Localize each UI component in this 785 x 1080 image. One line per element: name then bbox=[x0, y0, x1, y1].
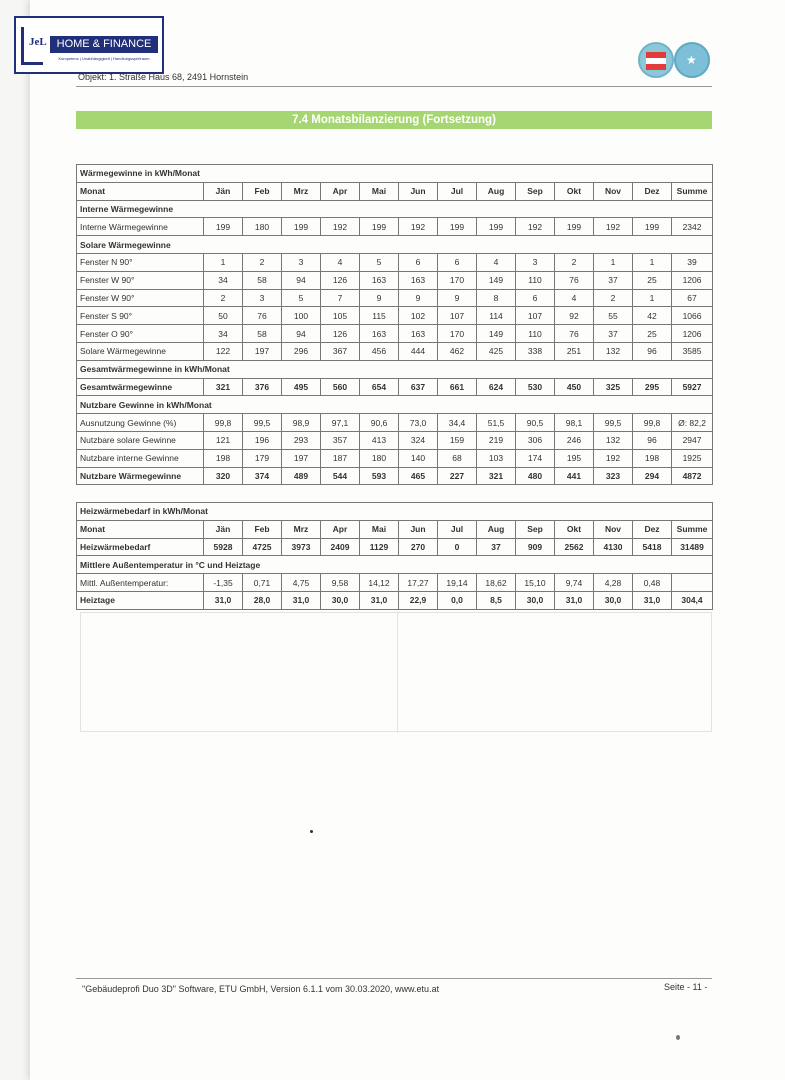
value-cell: 2562 bbox=[555, 538, 594, 556]
table-row bbox=[77, 378, 713, 396]
logo-banner: HOME & FINANCE bbox=[50, 36, 158, 53]
month-header-cell: Aug bbox=[477, 182, 516, 200]
row-label: Fenster N 90° bbox=[77, 253, 204, 271]
value-cell: 909 bbox=[516, 538, 555, 556]
month-header-cell: Sep bbox=[516, 520, 555, 538]
table-row bbox=[77, 342, 713, 360]
value-cell: 73,0 bbox=[399, 414, 438, 432]
value-cell: 3973 bbox=[282, 538, 321, 556]
value-cell: 0,0 bbox=[438, 591, 477, 609]
value-cell: 31,0 bbox=[360, 591, 399, 609]
value-cell: 76 bbox=[243, 307, 282, 325]
value-cell: 374 bbox=[243, 467, 282, 485]
value-cell: 31,0 bbox=[633, 591, 672, 609]
month-header-cell: Mai bbox=[360, 182, 399, 200]
value-cell: 8 bbox=[477, 289, 516, 307]
value-cell: 198 bbox=[633, 449, 672, 467]
value-cell: 321 bbox=[477, 467, 516, 485]
value-cell: 126 bbox=[321, 271, 360, 289]
value-cell: 102 bbox=[399, 307, 438, 325]
month-header-cell: Jän bbox=[204, 182, 243, 200]
value-cell: 163 bbox=[360, 325, 399, 343]
value-cell: 425 bbox=[477, 342, 516, 360]
month-header-cell: Feb bbox=[243, 182, 282, 200]
value-cell: 94 bbox=[282, 271, 321, 289]
value-cell: 199 bbox=[633, 218, 672, 236]
value-cell: 25 bbox=[633, 325, 672, 343]
row-label: Nutzbare solare Gewinne bbox=[77, 431, 204, 449]
section-heading: Gesamtwärmegewinne in kWh/Monat bbox=[77, 360, 713, 378]
value-cell: 367 bbox=[321, 342, 360, 360]
value-cell: 6 bbox=[399, 253, 438, 271]
section-heading-row bbox=[77, 200, 713, 218]
eu-stars-badge-icon: ★ bbox=[674, 42, 710, 78]
value-cell: 98,1 bbox=[555, 414, 594, 432]
value-cell: 94 bbox=[282, 325, 321, 343]
value-cell: 0 bbox=[438, 538, 477, 556]
table-row bbox=[77, 449, 713, 467]
section-heading-row bbox=[77, 236, 713, 254]
value-cell: 1129 bbox=[360, 538, 399, 556]
value-cell: 2409 bbox=[321, 538, 360, 556]
value-cell: 55 bbox=[594, 307, 633, 325]
value-cell: 2 bbox=[243, 253, 282, 271]
value-cell: 227 bbox=[438, 467, 477, 485]
table-row bbox=[77, 591, 713, 609]
row-label: Heiztage bbox=[77, 591, 204, 609]
header-rule bbox=[76, 86, 712, 87]
value-cell: 30,0 bbox=[516, 591, 555, 609]
value-cell: 121 bbox=[204, 431, 243, 449]
heat-gains-table bbox=[76, 164, 713, 485]
scan-speck bbox=[676, 1035, 680, 1040]
row-label: Fenster S 90° bbox=[77, 307, 204, 325]
value-cell: 132 bbox=[594, 431, 633, 449]
row-label: Fenster O 90° bbox=[77, 325, 204, 343]
row-label: Gesamtwärmegewinne bbox=[77, 378, 204, 396]
value-cell: 31,0 bbox=[555, 591, 594, 609]
value-cell: 661 bbox=[438, 378, 477, 396]
value-cell: 293 bbox=[282, 431, 321, 449]
value-cell: 1 bbox=[594, 253, 633, 271]
value-cell: 544 bbox=[321, 467, 360, 485]
value-cell: 9 bbox=[360, 289, 399, 307]
value-cell: 199 bbox=[555, 218, 594, 236]
sum-cell: 304,4 bbox=[672, 591, 713, 609]
value-cell: 637 bbox=[399, 378, 438, 396]
value-cell: 140 bbox=[399, 449, 438, 467]
section-title-bar: 7.4 Monatsbilanzierung (Fortsetzung) bbox=[76, 111, 712, 129]
object-address: Objekt: 1. Straße Haus 68, 2491 Hornstein bbox=[78, 72, 249, 82]
value-cell: 17,27 bbox=[399, 574, 438, 592]
month-header-cell: Nov bbox=[594, 520, 633, 538]
value-cell: 192 bbox=[321, 218, 360, 236]
table-row bbox=[77, 431, 713, 449]
sum-cell: 1206 bbox=[672, 325, 713, 343]
value-cell: 270 bbox=[399, 538, 438, 556]
value-cell: 50 bbox=[204, 307, 243, 325]
value-cell: 97,1 bbox=[321, 414, 360, 432]
value-cell: 170 bbox=[438, 325, 477, 343]
value-cell: 338 bbox=[516, 342, 555, 360]
row-label: Fenster W 90° bbox=[77, 289, 204, 307]
value-cell: 530 bbox=[516, 378, 555, 396]
month-header-cell: Mai bbox=[360, 520, 399, 538]
value-cell: 163 bbox=[399, 325, 438, 343]
month-header-cell: Mrz bbox=[282, 182, 321, 200]
value-cell: 76 bbox=[555, 325, 594, 343]
value-cell: 357 bbox=[321, 431, 360, 449]
value-cell: 4 bbox=[555, 289, 594, 307]
value-cell: 295 bbox=[633, 378, 672, 396]
month-header-cell: Apr bbox=[321, 520, 360, 538]
month-header-cell: Jun bbox=[399, 182, 438, 200]
show-through-area bbox=[80, 612, 712, 732]
value-cell: 199 bbox=[477, 218, 516, 236]
value-cell: 251 bbox=[555, 342, 594, 360]
value-cell: 30,0 bbox=[594, 591, 633, 609]
month-header-cell: Okt bbox=[555, 520, 594, 538]
value-cell: 8,5 bbox=[477, 591, 516, 609]
sum-cell: 5927 bbox=[672, 378, 713, 396]
value-cell: 197 bbox=[243, 342, 282, 360]
table-row bbox=[77, 271, 713, 289]
value-cell: 110 bbox=[516, 271, 555, 289]
value-cell: 15,10 bbox=[516, 574, 555, 592]
row-label: Nutzbare Wärmegewinne bbox=[77, 467, 204, 485]
value-cell: 107 bbox=[438, 307, 477, 325]
value-cell: 149 bbox=[477, 325, 516, 343]
section-heading-row bbox=[77, 556, 713, 574]
value-cell: 25 bbox=[633, 271, 672, 289]
value-cell: 99,5 bbox=[243, 414, 282, 432]
value-cell: 4130 bbox=[594, 538, 633, 556]
value-cell: 441 bbox=[555, 467, 594, 485]
value-cell: 4,75 bbox=[282, 574, 321, 592]
sum-header-cell: Summe bbox=[672, 520, 713, 538]
value-cell: 180 bbox=[243, 218, 282, 236]
value-cell: 5418 bbox=[633, 538, 672, 556]
value-cell: 149 bbox=[477, 271, 516, 289]
value-cell: 100 bbox=[282, 307, 321, 325]
table-title-row bbox=[77, 165, 713, 183]
value-cell: 444 bbox=[399, 342, 438, 360]
row-label: Solare Wärmegewinne bbox=[77, 342, 204, 360]
sum-cell: 3585 bbox=[672, 342, 713, 360]
table-row bbox=[77, 289, 713, 307]
value-cell: 126 bbox=[321, 325, 360, 343]
value-cell: 90,5 bbox=[516, 414, 555, 432]
value-cell: 4,28 bbox=[594, 574, 633, 592]
value-cell: 170 bbox=[438, 271, 477, 289]
table-row bbox=[77, 307, 713, 325]
value-cell: 115 bbox=[360, 307, 399, 325]
table-row bbox=[77, 467, 713, 485]
value-cell: 9,58 bbox=[321, 574, 360, 592]
month-header-cell: Jul bbox=[438, 520, 477, 538]
value-cell: 159 bbox=[438, 431, 477, 449]
value-cell: 0,71 bbox=[243, 574, 282, 592]
value-cell: 219 bbox=[477, 431, 516, 449]
value-cell: 28,0 bbox=[243, 591, 282, 609]
value-cell: 92 bbox=[555, 307, 594, 325]
month-header-cell: Dez bbox=[633, 520, 672, 538]
value-cell: 324 bbox=[399, 431, 438, 449]
value-cell: -1,35 bbox=[204, 574, 243, 592]
value-cell: 560 bbox=[321, 378, 360, 396]
sum-cell: 39 bbox=[672, 253, 713, 271]
value-cell: 132 bbox=[594, 342, 633, 360]
value-cell: 6 bbox=[516, 289, 555, 307]
logo-tagline: Kompetenz | Unabhängigkeit | Handlungsspielraum bbox=[58, 56, 150, 61]
value-cell: 99,5 bbox=[594, 414, 633, 432]
month-header-cell: Jun bbox=[399, 520, 438, 538]
value-cell: 103 bbox=[477, 449, 516, 467]
footer-rule bbox=[76, 978, 712, 979]
value-cell: 2 bbox=[204, 289, 243, 307]
value-cell: 99,8 bbox=[204, 414, 243, 432]
value-cell: 413 bbox=[360, 431, 399, 449]
value-cell: 196 bbox=[243, 431, 282, 449]
row-label: Mittl. Außentemperatur: bbox=[77, 574, 204, 592]
company-logo bbox=[14, 16, 164, 74]
value-cell: 199 bbox=[282, 218, 321, 236]
logo-letters: JeL bbox=[29, 36, 47, 48]
value-cell: 323 bbox=[594, 467, 633, 485]
sum-cell: Ø: 82,2 bbox=[672, 414, 713, 432]
table-title-row bbox=[77, 503, 713, 521]
value-cell: 495 bbox=[282, 378, 321, 396]
value-cell: 246 bbox=[555, 431, 594, 449]
page-number: Seite - 11 - bbox=[664, 982, 708, 992]
value-cell: 180 bbox=[360, 449, 399, 467]
table-row bbox=[77, 218, 713, 236]
value-cell: 624 bbox=[477, 378, 516, 396]
value-cell: 192 bbox=[516, 218, 555, 236]
section-heading: Mittlere Außentemperatur in °C und Heiztage bbox=[77, 556, 713, 574]
value-cell: 7 bbox=[321, 289, 360, 307]
section-heading-row bbox=[77, 396, 713, 414]
table-row bbox=[77, 253, 713, 271]
value-cell: 198 bbox=[204, 449, 243, 467]
section-heading-row bbox=[77, 360, 713, 378]
sum-cell: 2342 bbox=[672, 218, 713, 236]
table-row bbox=[77, 325, 713, 343]
value-cell: 9 bbox=[399, 289, 438, 307]
value-cell: 90,6 bbox=[360, 414, 399, 432]
value-cell: 58 bbox=[243, 325, 282, 343]
sum-cell: 1066 bbox=[672, 307, 713, 325]
value-cell: 22,9 bbox=[399, 591, 438, 609]
value-cell: 192 bbox=[594, 218, 633, 236]
value-cell: 197 bbox=[282, 449, 321, 467]
row-label: Interne Wärmegewinne bbox=[77, 218, 204, 236]
value-cell: 321 bbox=[204, 378, 243, 396]
value-cell: 96 bbox=[633, 342, 672, 360]
value-cell: 5 bbox=[360, 253, 399, 271]
value-cell: 2 bbox=[555, 253, 594, 271]
month-header-cell: Nov bbox=[594, 182, 633, 200]
value-cell: 320 bbox=[204, 467, 243, 485]
value-cell: 98,9 bbox=[282, 414, 321, 432]
value-cell: 192 bbox=[399, 218, 438, 236]
value-cell: 9 bbox=[438, 289, 477, 307]
value-cell: 187 bbox=[321, 449, 360, 467]
sum-cell: 31489 bbox=[672, 538, 713, 556]
value-cell: 195 bbox=[555, 449, 594, 467]
value-cell: 199 bbox=[204, 218, 243, 236]
sum-cell bbox=[672, 574, 713, 592]
section-heading: Solare Wärmegewinne bbox=[77, 236, 713, 254]
value-cell: 4 bbox=[321, 253, 360, 271]
value-cell: 14,12 bbox=[360, 574, 399, 592]
value-cell: 199 bbox=[438, 218, 477, 236]
value-cell: 462 bbox=[438, 342, 477, 360]
value-cell: 4 bbox=[477, 253, 516, 271]
month-header-cell: Dez bbox=[633, 182, 672, 200]
value-cell: 37 bbox=[477, 538, 516, 556]
value-cell: 3 bbox=[516, 253, 555, 271]
value-cell: 31,0 bbox=[282, 591, 321, 609]
value-cell: 5 bbox=[282, 289, 321, 307]
value-cell: 465 bbox=[399, 467, 438, 485]
sum-cell: 4872 bbox=[672, 467, 713, 485]
value-cell: 122 bbox=[204, 342, 243, 360]
value-cell: 105 bbox=[321, 307, 360, 325]
month-header-cell: Sep bbox=[516, 182, 555, 200]
value-cell: 593 bbox=[360, 467, 399, 485]
section-heading: Wärmegewinne in kWh/Monat bbox=[77, 165, 713, 183]
value-cell: 163 bbox=[399, 271, 438, 289]
value-cell: 68 bbox=[438, 449, 477, 467]
value-cell: 199 bbox=[360, 218, 399, 236]
scan-speck bbox=[310, 830, 313, 833]
value-cell: 4725 bbox=[243, 538, 282, 556]
sum-cell: 1925 bbox=[672, 449, 713, 467]
value-cell: 0,48 bbox=[633, 574, 672, 592]
value-cell: 1 bbox=[633, 289, 672, 307]
value-cell: 1 bbox=[204, 253, 243, 271]
value-cell: 30,0 bbox=[321, 591, 360, 609]
heating-demand-table bbox=[76, 502, 713, 610]
value-cell: 34 bbox=[204, 271, 243, 289]
value-cell: 325 bbox=[594, 378, 633, 396]
value-cell: 110 bbox=[516, 325, 555, 343]
value-cell: 3 bbox=[243, 289, 282, 307]
value-cell: 1 bbox=[633, 253, 672, 271]
month-header-row bbox=[77, 182, 713, 200]
value-cell: 179 bbox=[243, 449, 282, 467]
value-cell: 3 bbox=[282, 253, 321, 271]
value-cell: 192 bbox=[594, 449, 633, 467]
value-cell: 174 bbox=[516, 449, 555, 467]
month-header-label: Monat bbox=[77, 520, 204, 538]
table-row bbox=[77, 414, 713, 432]
month-header-row bbox=[77, 520, 713, 538]
month-header-cell: Okt bbox=[555, 182, 594, 200]
sum-header-cell: Summe bbox=[672, 182, 713, 200]
value-cell: 34,4 bbox=[438, 414, 477, 432]
value-cell: 96 bbox=[633, 431, 672, 449]
value-cell: 107 bbox=[516, 307, 555, 325]
month-header-cell: Aug bbox=[477, 520, 516, 538]
month-header-label: Monat bbox=[77, 182, 204, 200]
value-cell: 654 bbox=[360, 378, 399, 396]
austria-flag-badge-icon bbox=[638, 42, 674, 78]
value-cell: 99,8 bbox=[633, 414, 672, 432]
value-cell: 296 bbox=[282, 342, 321, 360]
value-cell: 37 bbox=[594, 271, 633, 289]
value-cell: 114 bbox=[477, 307, 516, 325]
row-label: Fenster W 90° bbox=[77, 271, 204, 289]
value-cell: 306 bbox=[516, 431, 555, 449]
sum-cell: 1206 bbox=[672, 271, 713, 289]
value-cell: 2 bbox=[594, 289, 633, 307]
section-heading: Heizwärmebedarf in kWh/Monat bbox=[77, 503, 713, 521]
value-cell: 163 bbox=[360, 271, 399, 289]
row-label: Nutzbare interne Gewinne bbox=[77, 449, 204, 467]
value-cell: 9,74 bbox=[555, 574, 594, 592]
value-cell: 376 bbox=[243, 378, 282, 396]
table-row bbox=[77, 538, 713, 556]
value-cell: 450 bbox=[555, 378, 594, 396]
value-cell: 480 bbox=[516, 467, 555, 485]
month-header-cell: Mrz bbox=[282, 520, 321, 538]
value-cell: 18,62 bbox=[477, 574, 516, 592]
month-header-cell: Jul bbox=[438, 182, 477, 200]
sum-cell: 2947 bbox=[672, 431, 713, 449]
footer-software-note: "Gebäudeprofi Duo 3D" Software, ETU GmbH, Version 6.1.1 vom 30.03.2020, www.etu.at bbox=[82, 984, 440, 994]
month-header-cell: Jän bbox=[204, 520, 243, 538]
table-row bbox=[77, 574, 713, 592]
value-cell: 294 bbox=[633, 467, 672, 485]
section-heading: Nutzbare Gewinne in kWh/Monat bbox=[77, 396, 713, 414]
value-cell: 489 bbox=[282, 467, 321, 485]
value-cell: 31,0 bbox=[204, 591, 243, 609]
value-cell: 5928 bbox=[204, 538, 243, 556]
value-cell: 6 bbox=[438, 253, 477, 271]
section-heading: Interne Wärmegewinne bbox=[77, 200, 713, 218]
value-cell: 42 bbox=[633, 307, 672, 325]
value-cell: 76 bbox=[555, 271, 594, 289]
value-cell: 58 bbox=[243, 271, 282, 289]
value-cell: 456 bbox=[360, 342, 399, 360]
month-header-cell: Apr bbox=[321, 182, 360, 200]
value-cell: 34 bbox=[204, 325, 243, 343]
row-label: Ausnutzung Gewinne (%) bbox=[77, 414, 204, 432]
value-cell: 19,14 bbox=[438, 574, 477, 592]
sum-cell: 67 bbox=[672, 289, 713, 307]
value-cell: 51,5 bbox=[477, 414, 516, 432]
value-cell: 37 bbox=[594, 325, 633, 343]
month-header-cell: Feb bbox=[243, 520, 282, 538]
row-label: Heizwärmebedarf bbox=[77, 538, 204, 556]
